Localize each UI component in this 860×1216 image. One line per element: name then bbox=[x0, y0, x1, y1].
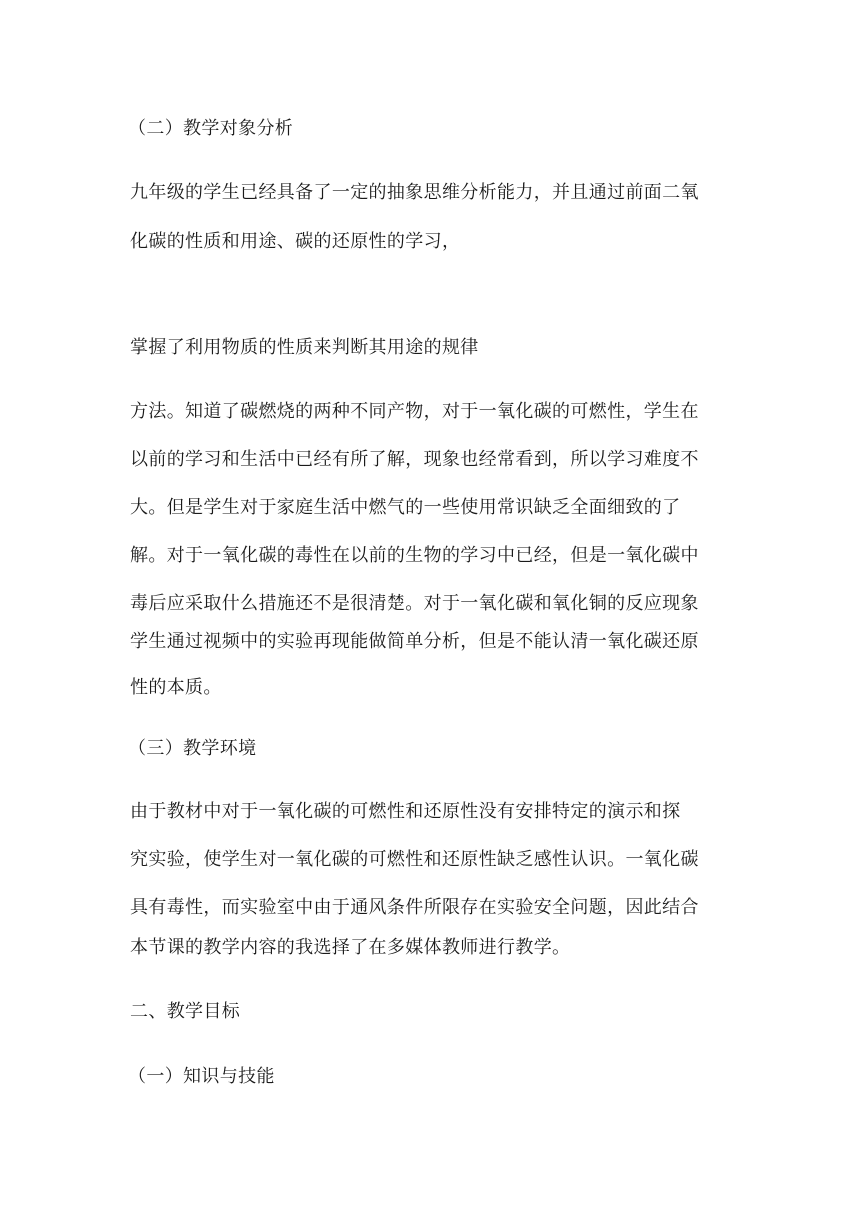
paragraph-line: 究实验，使学生对一氧化碳的可燃性和还原性缺乏感性认识。一氧化碳 bbox=[130, 849, 699, 870]
paragraph-line: 九年级的学生已经具备了一定的抽象思维分析能力，并且通过前面二氧 bbox=[130, 182, 699, 203]
paragraph-line: 本节课的教学内容的我选择了在多媒体教师进行教学。 bbox=[130, 937, 571, 958]
section-heading-teaching-environment: （三）教学环境 bbox=[128, 738, 257, 759]
paragraph-line: 性的本质。 bbox=[130, 677, 222, 698]
paragraph-line: 毒后应采取什么措施还不是很清楚。对于一氧化碳和氧化铜的反应现象 bbox=[130, 593, 699, 614]
paragraph-line: 学生通过视频中的实验再现能做简单分析，但是不能认清一氧化碳还原 bbox=[130, 631, 699, 652]
paragraph-line: 以前的学习和生活中已经有所了解，现象也经常看到，所以学习难度不 bbox=[130, 449, 699, 470]
section-heading-teaching-goals: 二、教学目标 bbox=[130, 1001, 241, 1022]
paragraph-line: 具有毒性，而实验室中由于通风条件所限存在实验安全问题，因此结合 bbox=[130, 897, 699, 918]
paragraph-line: 由于教材中对于一氧化碳的可燃性和还原性没有安排特定的演示和探 bbox=[130, 801, 681, 822]
section-heading-teaching-object-analysis: （二）教学对象分析 bbox=[128, 118, 294, 139]
paragraph-line: 大。但是学生对于家庭生活中燃气的一些使用常识缺乏全面细致的了 bbox=[130, 497, 681, 518]
section-heading-knowledge-and-skills: （一）知识与技能 bbox=[128, 1066, 275, 1087]
paragraph-line: 掌握了利用物质的性质来判断其用途的规律 bbox=[130, 337, 479, 358]
paragraph-line: 解。对于一氧化碳的毒性在以前的生物的学习中已经，但是一氧化碳中 bbox=[130, 545, 699, 566]
paragraph-line: 方法。知道了碳燃烧的两种不同产物，对于一氧化碳的可燃性，学生在 bbox=[130, 401, 699, 422]
paragraph-line: 化碳的性质和用途、碳的还原性的学习， bbox=[130, 231, 461, 252]
